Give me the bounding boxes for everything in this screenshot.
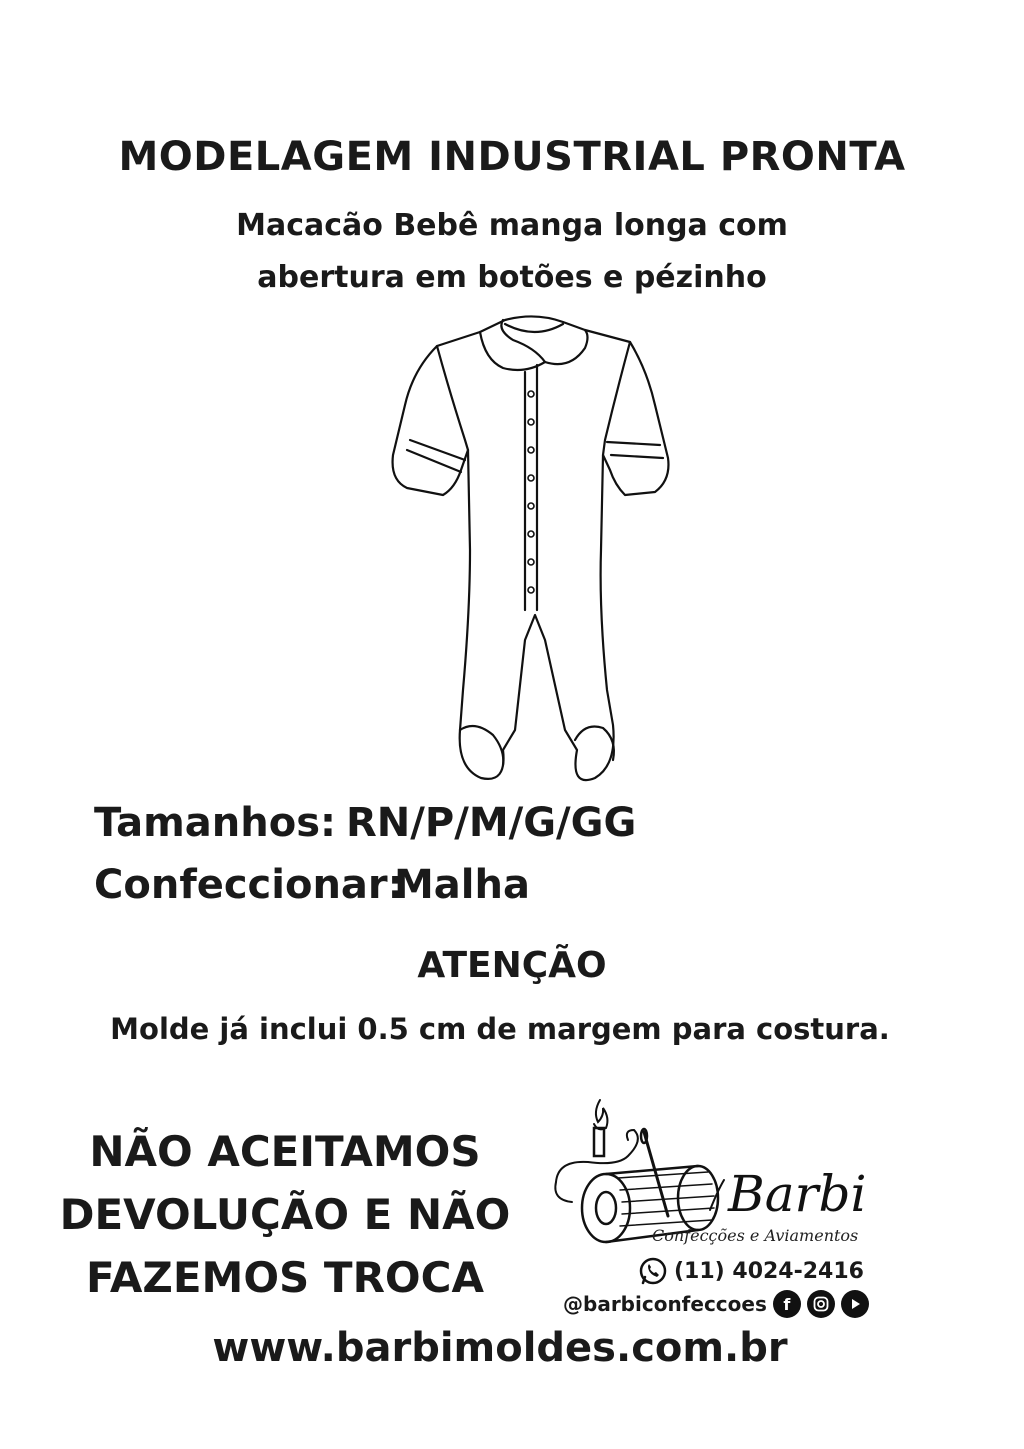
instagram-icon[interactable] bbox=[807, 1290, 835, 1318]
brand-name: Barbi bbox=[728, 1165, 867, 1223]
baby-romper-illustration bbox=[385, 310, 675, 790]
product-description bbox=[0, 200, 1024, 304]
subtitle-line-1: Macacão Bebê manga longa com bbox=[236, 208, 788, 243]
policy-line-2: DEVOLUÇÃO E NÃO bbox=[59, 1190, 511, 1239]
youtube-icon[interactable] bbox=[841, 1290, 869, 1318]
seam-allowance-note: Molde já inclui 0.5 cm de margem para costura. bbox=[110, 1012, 890, 1046]
return-policy bbox=[30, 1120, 540, 1309]
brand-tagline: Confecções e Aviamentos bbox=[652, 1226, 859, 1245]
page-title: MODELAGEM INDUSTRIAL PRONTA bbox=[118, 134, 906, 180]
phone-number: (11) 4024-2416 bbox=[674, 1258, 864, 1284]
subtitle-line-2: abertura em botões e pézinho bbox=[257, 260, 767, 295]
policy-line-1: NÃO ACEITAMOS bbox=[89, 1127, 481, 1176]
social-contact[interactable] bbox=[563, 1290, 869, 1318]
social-handle: @barbiconfeccoes bbox=[563, 1292, 767, 1316]
sizes-value: RN/P/M/G/GG bbox=[346, 800, 637, 846]
fabric-value: Malha bbox=[394, 862, 530, 908]
phone-contact[interactable] bbox=[636, 1256, 864, 1286]
facebook-icon[interactable]: f bbox=[773, 1290, 801, 1318]
whatsapp-icon bbox=[636, 1256, 670, 1286]
fabric-label: Confeccionar: bbox=[94, 862, 404, 908]
policy-line-3: FAZEMOS TROCA bbox=[86, 1253, 484, 1302]
website-link[interactable]: www.barbimoldes.com.br bbox=[212, 1325, 788, 1371]
attention-heading: ATENÇÃO bbox=[417, 945, 607, 986]
sizes-label: Tamanhos: bbox=[94, 800, 337, 846]
